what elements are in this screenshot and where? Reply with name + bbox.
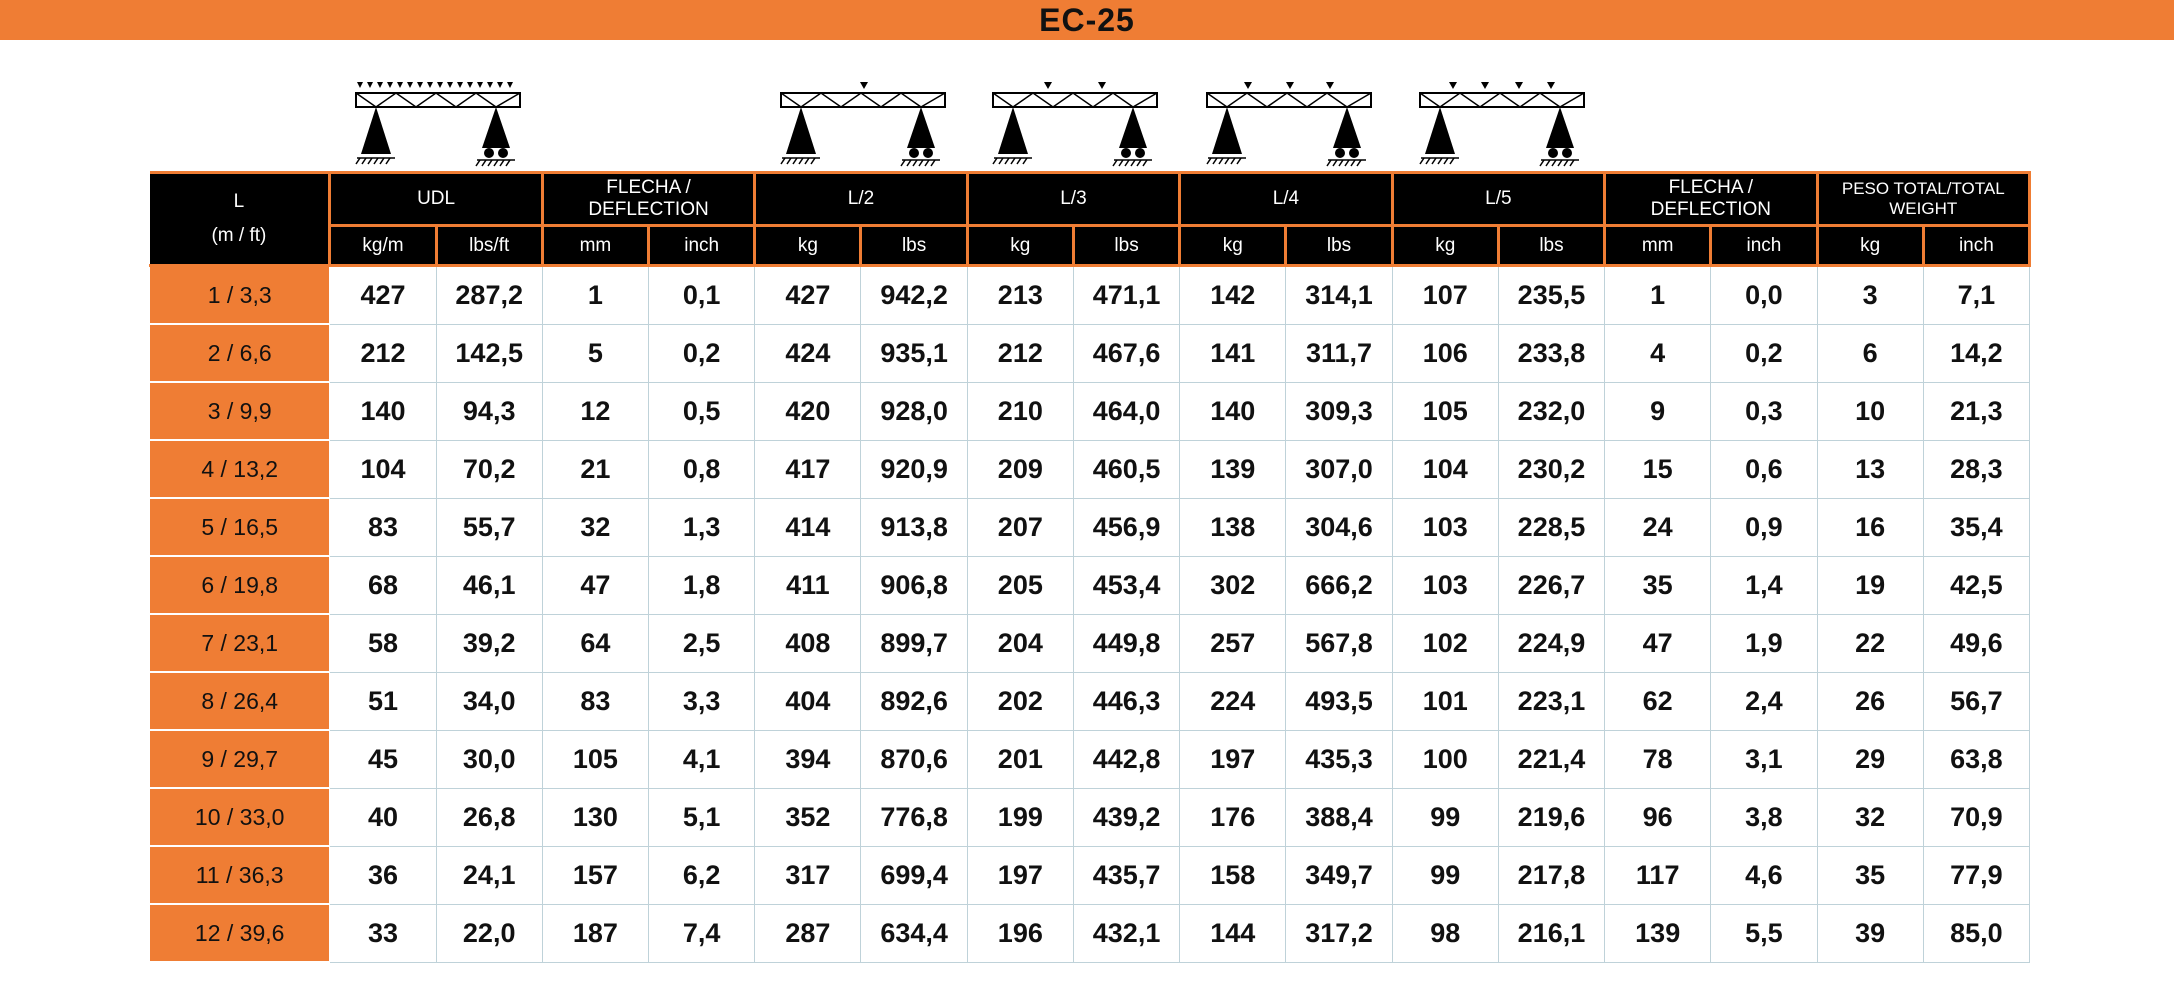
table-cell: 26,8: [436, 788, 542, 846]
row-length-label: 3 / 9,9: [150, 382, 330, 440]
table-cell: 16: [1817, 498, 1923, 556]
table-cell: 435,3: [1286, 730, 1392, 788]
table-cell: 467,6: [1073, 324, 1179, 382]
table-cell: 2,4: [1711, 672, 1817, 730]
table-cell: 317: [755, 846, 861, 904]
table-cell: 5,1: [649, 788, 755, 846]
table-cell: 0,0: [1711, 266, 1817, 325]
table-cell: 104: [1392, 440, 1498, 498]
table-cell: 699,4: [861, 846, 967, 904]
unit-header-row: [150, 226, 2030, 266]
table-row: [150, 846, 2030, 904]
table-cell: 47: [1605, 614, 1711, 672]
table-cell: 13: [1817, 440, 1923, 498]
table-cell: 311,7: [1286, 324, 1392, 382]
table-cell: 920,9: [861, 440, 967, 498]
table-cell: 21,3: [1923, 382, 2029, 440]
table-cell: 0,2: [1711, 324, 1817, 382]
row-length-label: 9 / 29,7: [150, 730, 330, 788]
table-cell: 130: [542, 788, 648, 846]
table-cell: 7,1: [1923, 266, 2029, 325]
table-cell: 352: [755, 788, 861, 846]
table-cell: 36: [330, 846, 436, 904]
table-cell: 435,7: [1073, 846, 1179, 904]
table-cell: 0,3: [1711, 382, 1817, 440]
table-cell: 0,2: [649, 324, 755, 382]
table-cell: 98: [1392, 904, 1498, 962]
table-cell: 105: [542, 730, 648, 788]
unit-header: lbs: [1286, 226, 1392, 266]
table-cell: 83: [542, 672, 648, 730]
table-cell: 906,8: [861, 556, 967, 614]
table-cell: 207: [967, 498, 1073, 556]
table-cell: 417: [755, 440, 861, 498]
table-cell: 226,7: [1498, 556, 1604, 614]
group-header-row: [150, 173, 2030, 226]
table-cell: 870,6: [861, 730, 967, 788]
table-cell: 77,9: [1923, 846, 2029, 904]
table-cell: 103: [1392, 556, 1498, 614]
table-cell: 22,0: [436, 904, 542, 962]
table-cell: 424: [755, 324, 861, 382]
table-cell: 35,4: [1923, 498, 2029, 556]
table-cell: 411: [755, 556, 861, 614]
page-title: EC-25: [1039, 1, 1135, 38]
table-cell: 139: [1180, 440, 1286, 498]
table-cell: 32: [542, 498, 648, 556]
table-cell: 287,2: [436, 266, 542, 325]
table-cell: 221,4: [1498, 730, 1604, 788]
table-cell: 46,1: [436, 556, 542, 614]
table-cell: 142: [1180, 266, 1286, 325]
table-cell: 199: [967, 788, 1073, 846]
title-bar: [0, 0, 2174, 40]
table-cell: 21: [542, 440, 648, 498]
table-cell: 471,1: [1073, 266, 1179, 325]
table-cell: 388,4: [1286, 788, 1392, 846]
table-cell: 5,5: [1711, 904, 1817, 962]
table-cell: 942,2: [861, 266, 967, 325]
table-cell: 899,7: [861, 614, 967, 672]
table-row: [150, 266, 2030, 325]
table-cell: 42,5: [1923, 556, 2029, 614]
table-row: [150, 672, 2030, 730]
point-load-l3-beam-icon: [988, 76, 1162, 168]
table-cell: 15: [1605, 440, 1711, 498]
row-length-label: 4 / 13,2: [150, 440, 330, 498]
table-cell: 493,5: [1286, 672, 1392, 730]
table-cell: 394: [755, 730, 861, 788]
table-row: [150, 904, 2030, 962]
table-row: [150, 440, 2030, 498]
table-cell: 62: [1605, 672, 1711, 730]
table-cell: 196: [967, 904, 1073, 962]
unit-header: kg: [1180, 226, 1286, 266]
table-cell: 24: [1605, 498, 1711, 556]
unit-header: lbs: [861, 226, 967, 266]
table-cell: 139: [1605, 904, 1711, 962]
table-cell: 141: [1180, 324, 1286, 382]
table-cell: 78: [1605, 730, 1711, 788]
load-table: [149, 171, 2031, 963]
table-cell: 453,4: [1073, 556, 1179, 614]
table-cell: 408: [755, 614, 861, 672]
table-cell: 58: [330, 614, 436, 672]
corner-label: L: [233, 191, 245, 212]
table-cell: 317,2: [1286, 904, 1392, 962]
table-cell: 567,8: [1286, 614, 1392, 672]
table-cell: 30,0: [436, 730, 542, 788]
table-cell: 3: [1817, 266, 1923, 325]
table-cell: 105: [1392, 382, 1498, 440]
table-row: [150, 324, 2030, 382]
table-cell: 158: [1180, 846, 1286, 904]
table-cell: 230,2: [1498, 440, 1604, 498]
table-cell: 442,8: [1073, 730, 1179, 788]
load-diagrams: [0, 76, 2174, 168]
table-cell: 140: [1180, 382, 1286, 440]
table-cell: 28,3: [1923, 440, 2029, 498]
table-cell: 70,2: [436, 440, 542, 498]
table-cell: 224: [1180, 672, 1286, 730]
table-cell: 420: [755, 382, 861, 440]
table-cell: 210: [967, 382, 1073, 440]
table-cell: 432,1: [1073, 904, 1179, 962]
table-cell: 45: [330, 730, 436, 788]
table-cell: 142,5: [436, 324, 542, 382]
point-load-l2-beam-icon: [776, 76, 950, 168]
table-cell: 235,5: [1498, 266, 1604, 325]
unit-header: mm: [1605, 226, 1711, 266]
table-row: [150, 614, 2030, 672]
table-cell: 117: [1605, 846, 1711, 904]
table-cell: 212: [330, 324, 436, 382]
row-length-label: 1 / 3,3: [150, 266, 330, 325]
unit-header: kg: [755, 226, 861, 266]
table-cell: 439,2: [1073, 788, 1179, 846]
table-cell: 202: [967, 672, 1073, 730]
table-cell: 85,0: [1923, 904, 2029, 962]
unit-header: kg: [967, 226, 1073, 266]
group-header-l3: L/3: [967, 173, 1179, 226]
table-cell: 2,5: [649, 614, 755, 672]
table-cell: 287: [755, 904, 861, 962]
table-cell: 51: [330, 672, 436, 730]
table-cell: 1,8: [649, 556, 755, 614]
table-cell: 1,9: [1711, 614, 1817, 672]
table-cell: 302: [1180, 556, 1286, 614]
table-cell: 176: [1180, 788, 1286, 846]
table-cell: 257: [1180, 614, 1286, 672]
group-header-l2: L/2: [755, 173, 967, 226]
table-cell: 197: [1180, 730, 1286, 788]
table-cell: 34,0: [436, 672, 542, 730]
table-cell: 63,8: [1923, 730, 2029, 788]
table-cell: 219,6: [1498, 788, 1604, 846]
corner-unit: (m / ft): [211, 225, 267, 246]
table-cell: 12: [542, 382, 648, 440]
table-cell: 913,8: [861, 498, 967, 556]
table-cell: 99: [1392, 788, 1498, 846]
unit-header: lbs/ft: [436, 226, 542, 266]
table-cell: 892,6: [861, 672, 967, 730]
table-cell: 224,9: [1498, 614, 1604, 672]
table-cell: 94,3: [436, 382, 542, 440]
table-cell: 304,6: [1286, 498, 1392, 556]
table-cell: 99: [1392, 846, 1498, 904]
table-cell: 22: [1817, 614, 1923, 672]
table-cell: 49,6: [1923, 614, 2029, 672]
unit-header: inch: [1711, 226, 1817, 266]
table-cell: 233,8: [1498, 324, 1604, 382]
corner-header: [150, 173, 330, 266]
table-row: [150, 556, 2030, 614]
table-cell: 1: [542, 266, 648, 325]
table-cell: 14,2: [1923, 324, 2029, 382]
unit-header: inch: [1923, 226, 2029, 266]
group-header-udl: UDL: [330, 173, 542, 226]
group-header-deflection-2: FLECHA / DEFLECTION: [1605, 173, 1817, 226]
table-row: [150, 730, 2030, 788]
table-cell: 460,5: [1073, 440, 1179, 498]
table-row: [150, 788, 2030, 846]
row-length-label: 5 / 16,5: [150, 498, 330, 556]
table-cell: 414: [755, 498, 861, 556]
table-cell: 35: [1605, 556, 1711, 614]
table-cell: 928,0: [861, 382, 967, 440]
table-row: [150, 498, 2030, 556]
table-cell: 24,1: [436, 846, 542, 904]
table-cell: 56,7: [1923, 672, 2029, 730]
table-cell: 204: [967, 614, 1073, 672]
table-cell: 456,9: [1073, 498, 1179, 556]
table-cell: 307,0: [1286, 440, 1392, 498]
row-length-label: 8 / 26,4: [150, 672, 330, 730]
table-cell: 138: [1180, 498, 1286, 556]
table-cell: 1,3: [649, 498, 755, 556]
table-cell: 100: [1392, 730, 1498, 788]
group-header-deflection: FLECHA / DEFLECTION: [542, 173, 754, 226]
table-cell: 55,7: [436, 498, 542, 556]
table-cell: 0,8: [649, 440, 755, 498]
unit-header: kg: [1392, 226, 1498, 266]
table-cell: 213: [967, 266, 1073, 325]
table-cell: 6,2: [649, 846, 755, 904]
table-cell: 106: [1392, 324, 1498, 382]
table-cell: 935,1: [861, 324, 967, 382]
table-cell: 39: [1817, 904, 1923, 962]
table-cell: 464,0: [1073, 382, 1179, 440]
point-load-l5-beam-icon: [1415, 76, 1589, 168]
point-load-l4-beam-icon: [1202, 76, 1376, 168]
unit-header: lbs: [1498, 226, 1604, 266]
table-cell: 446,3: [1073, 672, 1179, 730]
table-cell: 0,9: [1711, 498, 1817, 556]
row-length-label: 7 / 23,1: [150, 614, 330, 672]
table-cell: 0,5: [649, 382, 755, 440]
table-row: [150, 382, 2030, 440]
table-cell: 140: [330, 382, 436, 440]
table-cell: 449,8: [1073, 614, 1179, 672]
table-cell: 0,6: [1711, 440, 1817, 498]
udl-beam-icon: [351, 76, 525, 168]
table-cell: 144: [1180, 904, 1286, 962]
table-cell: 4: [1605, 324, 1711, 382]
table-cell: 3,1: [1711, 730, 1817, 788]
table-cell: 107: [1392, 266, 1498, 325]
table-cell: 187: [542, 904, 648, 962]
table-cell: 309,3: [1286, 382, 1392, 440]
table-cell: 47: [542, 556, 648, 614]
table-cell: 314,1: [1286, 266, 1392, 325]
table-cell: 4,6: [1711, 846, 1817, 904]
table-cell: 427: [755, 266, 861, 325]
table-cell: 10: [1817, 382, 1923, 440]
table-cell: 64: [542, 614, 648, 672]
row-length-label: 6 / 19,8: [150, 556, 330, 614]
table-cell: 83: [330, 498, 436, 556]
table-cell: 209: [967, 440, 1073, 498]
row-length-label: 10 / 33,0: [150, 788, 330, 846]
table-cell: 101: [1392, 672, 1498, 730]
group-header-l5: L/5: [1392, 173, 1604, 226]
table-cell: 5: [542, 324, 648, 382]
table-cell: 223,1: [1498, 672, 1604, 730]
table-cell: 70,9: [1923, 788, 2029, 846]
table-cell: 39,2: [436, 614, 542, 672]
table-cell: 205: [967, 556, 1073, 614]
table-cell: 776,8: [861, 788, 967, 846]
table-cell: 427: [330, 266, 436, 325]
table-cell: 217,8: [1498, 846, 1604, 904]
table-cell: 103: [1392, 498, 1498, 556]
table-cell: 201: [967, 730, 1073, 788]
group-header-l4: L/4: [1180, 173, 1392, 226]
table-cell: 40: [330, 788, 436, 846]
table-cell: 29: [1817, 730, 1923, 788]
unit-header: kg: [1817, 226, 1923, 266]
table-cell: 216,1: [1498, 904, 1604, 962]
table-cell: 102: [1392, 614, 1498, 672]
table-body: [150, 266, 2030, 963]
unit-header: inch: [649, 226, 755, 266]
table-cell: 19: [1817, 556, 1923, 614]
group-header-total-weight: PESO TOTAL/TOTAL WEIGHT: [1817, 173, 2029, 226]
table-cell: 7,4: [649, 904, 755, 962]
table-cell: 9: [1605, 382, 1711, 440]
table-cell: 32: [1817, 788, 1923, 846]
table-cell: 1,4: [1711, 556, 1817, 614]
table-cell: 35: [1817, 846, 1923, 904]
table-cell: 6: [1817, 324, 1923, 382]
table-cell: 1: [1605, 266, 1711, 325]
table-cell: 3,3: [649, 672, 755, 730]
table-cell: 197: [967, 846, 1073, 904]
table-cell: 3,8: [1711, 788, 1817, 846]
unit-header: kg/m: [330, 226, 436, 266]
unit-header: lbs: [1073, 226, 1179, 266]
table-cell: 666,2: [1286, 556, 1392, 614]
unit-header: mm: [542, 226, 648, 266]
table-cell: 33: [330, 904, 436, 962]
table-cell: 0,1: [649, 266, 755, 325]
table-cell: 228,5: [1498, 498, 1604, 556]
table-cell: 349,7: [1286, 846, 1392, 904]
table-cell: 104: [330, 440, 436, 498]
table-cell: 157: [542, 846, 648, 904]
table-cell: 96: [1605, 788, 1711, 846]
row-length-label: 11 / 36,3: [150, 846, 330, 904]
row-length-label: 12 / 39,6: [150, 904, 330, 962]
table-cell: 634,4: [861, 904, 967, 962]
table-cell: 212: [967, 324, 1073, 382]
table-cell: 232,0: [1498, 382, 1604, 440]
table-cell: 68: [330, 556, 436, 614]
table-cell: 4,1: [649, 730, 755, 788]
row-length-label: 2 / 6,6: [150, 324, 330, 382]
table-cell: 26: [1817, 672, 1923, 730]
table-cell: 404: [755, 672, 861, 730]
